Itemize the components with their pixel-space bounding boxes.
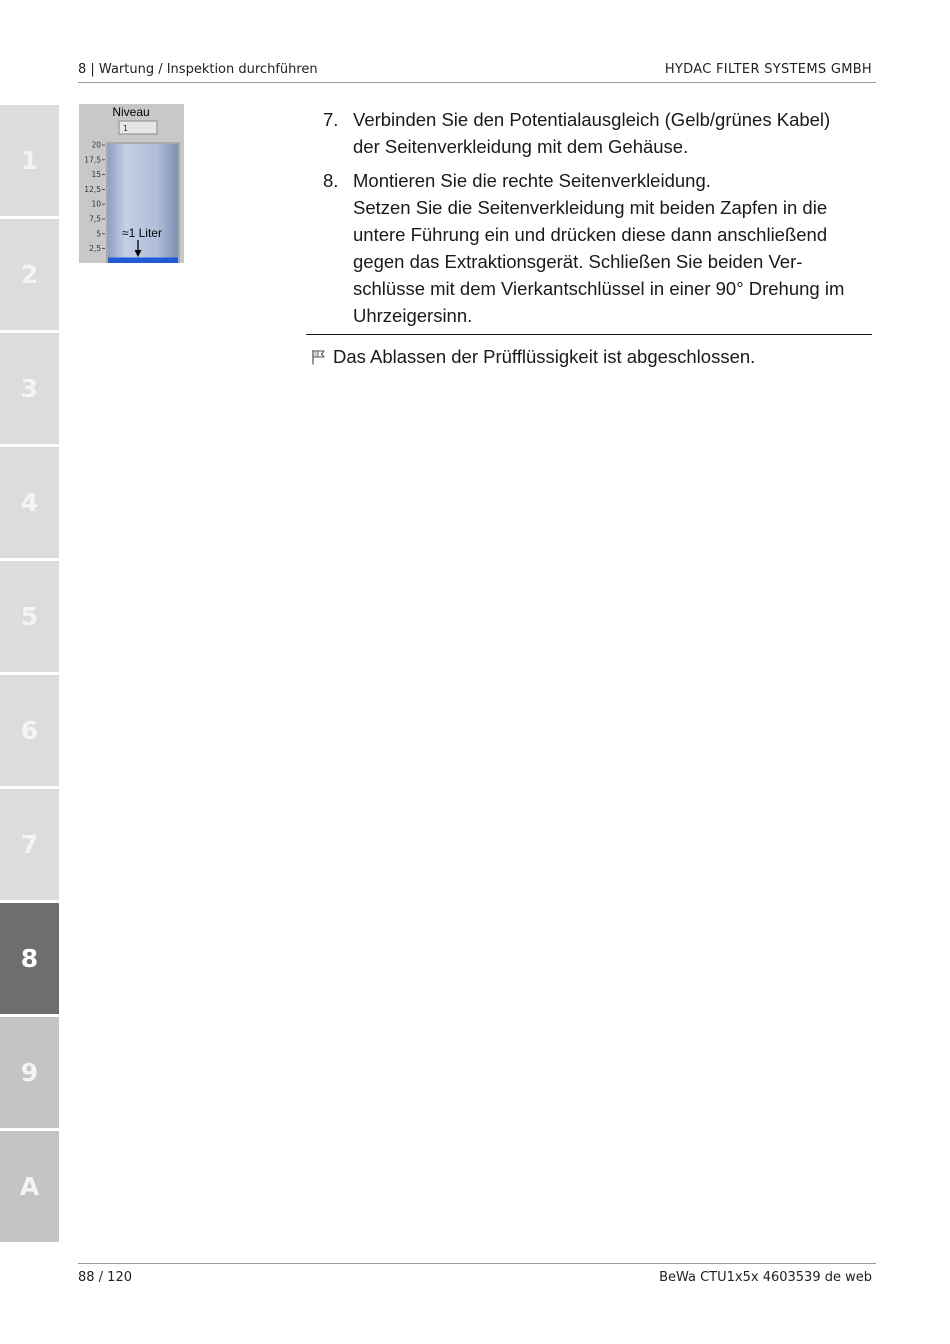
chapter-tab-5[interactable]	[0, 561, 59, 672]
chapter-tab-3[interactable]	[0, 333, 59, 444]
chapter-tab-2[interactable]	[0, 219, 59, 330]
chapter-tab-label: A	[19, 1172, 40, 1201]
page-number: 88 / 120	[78, 1270, 132, 1285]
chapter-tab-9[interactable]	[0, 1017, 59, 1128]
instruction-step-8	[306, 167, 872, 329]
header-company-name: HYDAC FILTER SYSTEMS GMBH	[664, 62, 872, 77]
step-line: der Seitenverkleidung mit dem Gehäuse.	[353, 136, 689, 157]
page-footer	[78, 1263, 876, 1285]
result-divider	[306, 334, 872, 335]
result-text: Das Ablassen der Prüfflüssigkeit ist abgeschlossen.	[333, 346, 756, 367]
gauge-scale-label: 20	[91, 140, 101, 150]
document-id: BeWa CTU1x5x 4603539 de web	[659, 1270, 872, 1285]
gauge-scale-label: 15	[91, 170, 101, 180]
gauge-tank-fill	[108, 144, 178, 263]
header-section-title: 8 | Wartung / Inspektion durchführen	[78, 62, 318, 77]
chapter-tab-label: 3	[20, 374, 39, 403]
chapter-tabs	[0, 105, 59, 1245]
chapter-tab-1[interactable]	[0, 105, 59, 216]
gauge-scale-label: 2,5	[89, 244, 101, 254]
step-line: Verbinden Sie den Potentialausgleich (Gelb/grünes Kabel)	[353, 109, 831, 130]
chapter-tab-7[interactable]	[0, 789, 59, 900]
chapter-tab-a[interactable]	[0, 1131, 59, 1242]
step-line: gegen das Extraktionsgerät. Schließen Sie beiden Ver-	[353, 251, 803, 272]
level-gauge	[79, 104, 184, 263]
gauge-title: Niveau	[112, 105, 150, 119]
gauge-level-bar	[108, 257, 178, 263]
instruction-content	[306, 106, 872, 370]
chapter-tab-label: 9	[20, 1058, 39, 1087]
gauge-scale-label: 10	[91, 199, 101, 209]
page-header	[78, 60, 876, 83]
chapter-tab-6[interactable]	[0, 675, 59, 786]
gauge-scale-label: 5	[96, 229, 101, 239]
instruction-step-7	[306, 106, 872, 160]
result-statement	[306, 343, 872, 370]
chapter-tab-label: 5	[20, 602, 39, 631]
gauge-scale-label: 17,5	[84, 155, 101, 165]
chapter-tab-label: 4	[20, 488, 39, 517]
chapter-tab-label: 7	[20, 830, 39, 859]
chapter-tab-4[interactable]	[0, 447, 59, 558]
step-line: Uhrzeigersinn.	[353, 305, 473, 326]
step-line: schlüsse mit dem Vierkantschlüssel in einer 90° Drehung im	[353, 278, 845, 299]
gauge-annotation: ≈1 Liter	[122, 226, 162, 240]
chapter-tab-label: 1	[20, 146, 39, 175]
gauge-scale-label: 7,5	[89, 214, 101, 224]
step-line: Montieren Sie die rechte Seitenverkleidung.	[353, 170, 711, 191]
gauge-value-text: 1	[123, 124, 129, 133]
gauge-scale-label: 12,5	[84, 184, 101, 194]
step-number: 8.	[323, 170, 339, 191]
chapter-tab-label: 2	[20, 260, 39, 289]
chapter-tab-label: 8	[20, 944, 39, 973]
step-line: untere Führung ein und drücken diese dann anschließend	[353, 224, 828, 245]
chapter-tab-label: 6	[20, 716, 39, 745]
step-number: 7.	[323, 109, 339, 130]
level-gauge-figure	[79, 104, 184, 263]
chapter-tab-8[interactable]	[0, 903, 59, 1014]
flag-icon	[311, 349, 327, 365]
step-line: Setzen Sie die Seitenverkleidung mit beiden Zapfen in die	[353, 197, 828, 218]
